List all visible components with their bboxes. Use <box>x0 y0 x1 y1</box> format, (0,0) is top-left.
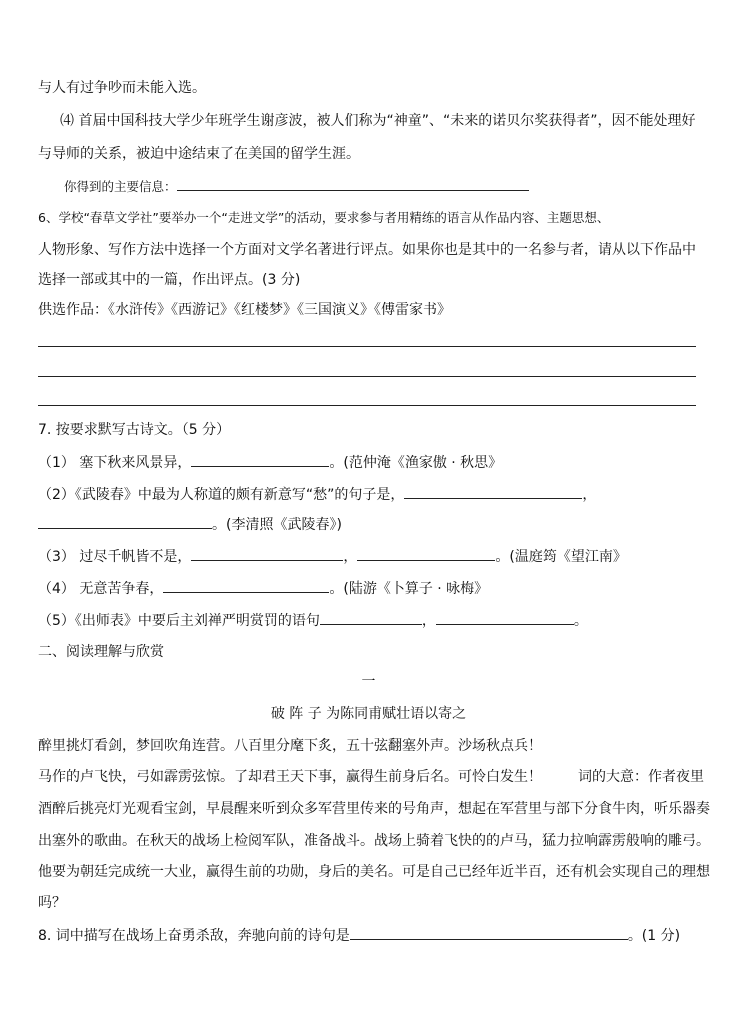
question-item <box>38 925 680 946</box>
answer-rule[interactable] <box>38 346 696 347</box>
text-line: 6、学校“春草文学社”要举办一个“走进文学”的活动，要求参与者用精练的语言从作品内容、主题思想、 <box>38 210 610 225</box>
item-source: 。(范仲淹《渔家傲 · 秋思》 <box>329 455 503 471</box>
answer-blank[interactable] <box>404 484 582 499</box>
text-line: ⑷ 首届中国科技大学少年班学生谢彦波，被人们称为“神童”、“未来的诺贝尔奖获得者”，因不能处理好 <box>60 113 696 129</box>
info-label: 你得到的主要信息： <box>64 179 177 194</box>
item-source: 。(李清照《武陵春》) <box>212 517 342 533</box>
text-line: 出塞外的歌曲。在秋天的战场上检阅军队，准备战斗。战场上骑着飞快的的卢马，猛力拉响霹雳般响的雕弓。 <box>38 833 710 849</box>
text-line: 选择一部或其中的一篇，作出评点。(3 分) <box>38 272 301 288</box>
answer-rule[interactable] <box>38 376 696 377</box>
item-text: （2）《武陵春》中最为人称道的颇有新意写“愁”的句子是， <box>38 487 405 503</box>
answer-blank[interactable] <box>350 925 628 940</box>
answer-rule[interactable] <box>38 405 696 406</box>
question-item <box>38 514 342 535</box>
question-item <box>38 578 488 599</box>
answer-blank[interactable] <box>191 452 329 467</box>
info-prompt <box>64 176 529 197</box>
answer-blank[interactable] <box>357 546 495 561</box>
text-line: 他要为朝廷完成统一大业，赢得生前的功勋，身后的美名。可是自己已经年近半百，还有机会实现自己的理想 <box>38 864 710 880</box>
item-sep: ， <box>582 487 597 503</box>
question-heading: 7. 按要求默写古诗文。（5 分） <box>38 422 231 438</box>
item-source: 。(温庭筠《望江南》 <box>495 549 627 565</box>
item-text: （1） 塞下秋来风景异， <box>38 455 192 471</box>
answer-blank[interactable] <box>38 514 212 529</box>
answer-blank[interactable] <box>177 176 529 191</box>
question-item <box>38 546 627 567</box>
question-item <box>38 610 588 631</box>
answer-blank[interactable] <box>163 578 329 593</box>
poem-line: 马作的卢飞快，弓如霹雳弦惊。了却君王天下事，赢得生前身后名。可怜白发生！ <box>38 769 542 785</box>
meaning-label: 词的大意：作者夜里 <box>578 769 704 785</box>
item-sep: 。 <box>573 613 588 629</box>
question-item <box>38 484 596 505</box>
text-line: 与导师的关系，被迫中途结束了在美国的留学生涯。 <box>38 146 360 162</box>
poem-title: 破 阵 子 为陈同甫赋壮语以寄之 <box>270 706 467 722</box>
section-number: 一 <box>361 674 376 690</box>
answer-blank[interactable] <box>320 610 422 625</box>
answer-blank[interactable] <box>436 610 574 625</box>
text-line: 供选作品：《水浒传》《西游记》《红楼梦》《三国演义》《傅雷家书》 <box>38 302 451 318</box>
text-line: 与人有过争吵而未能入选。 <box>38 80 206 96</box>
question-item <box>38 452 502 473</box>
item-sep: ， <box>421 613 436 629</box>
item-score: 。(1 分) <box>627 928 681 944</box>
section-heading: 二、阅读理解与欣赏 <box>38 644 164 660</box>
item-source: 。(陆游《卜算子 · 咏梅》 <box>329 581 489 597</box>
answer-blank[interactable] <box>191 546 343 561</box>
item-text: 8. 词中描写在战场上奋勇杀敌，奔驰向前的诗句是 <box>38 928 350 944</box>
text-line: 人物形象、写作方法中选择一个方面对文学名著进行评点。如果你也是其中的一名参与者，请从以下作品中 <box>38 242 696 258</box>
text-line: 酒醉后挑亮灯光观看宝剑，早晨醒来听到众多军营里传来的号角声，想起在军营里与部下分食牛肉，听乐器奏 <box>38 801 710 817</box>
item-text: （5）《出师表》中要后主刘禅严明赏罚的语句 <box>38 613 320 629</box>
item-text: （4） 无意苦争春， <box>38 581 164 597</box>
item-text: （3） 过尽千帆皆不是， <box>38 549 192 565</box>
text-line: 吗？ <box>38 895 66 911</box>
poem-line: 醉里挑灯看剑，梦回吹角连营。八百里分麾下炙，五十弦翻塞外声。沙场秋点兵！ <box>38 738 542 754</box>
item-sep: ， <box>343 549 358 565</box>
